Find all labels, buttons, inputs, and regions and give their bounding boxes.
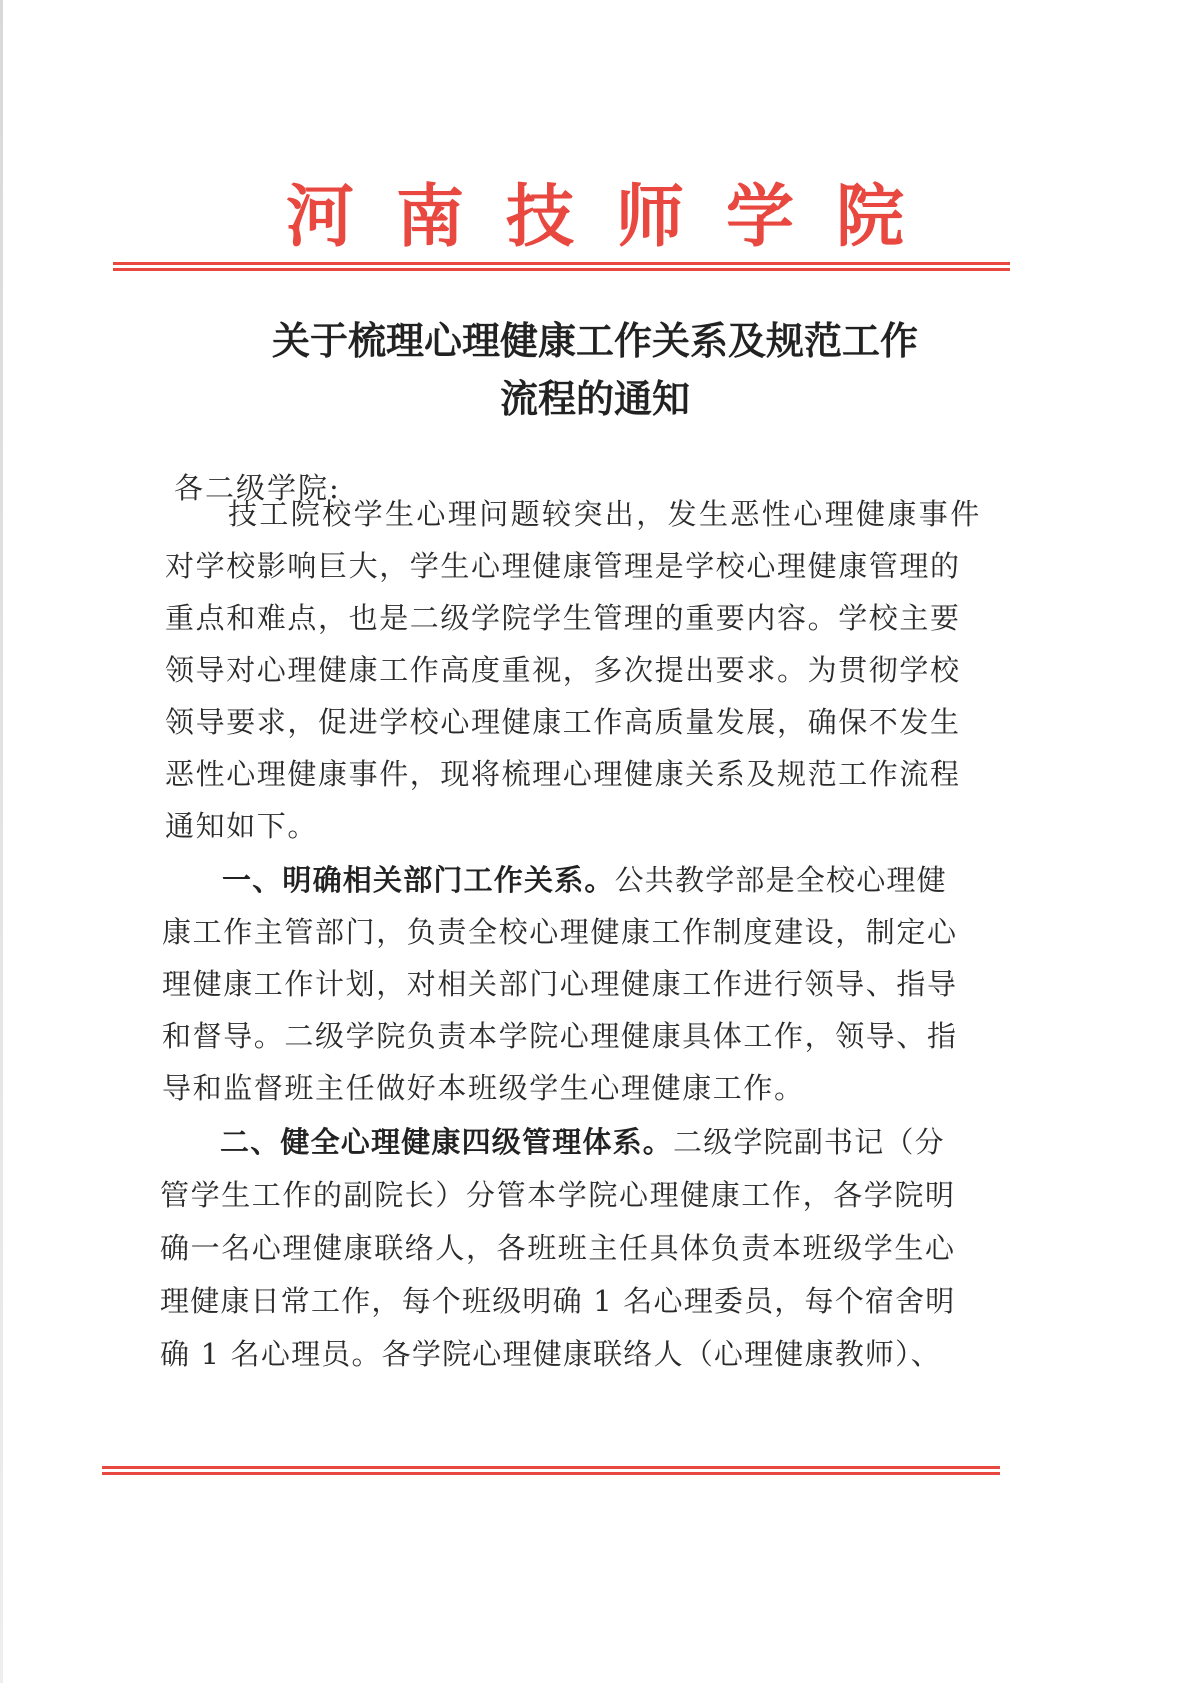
footer-rule-lower [102, 1472, 1000, 1475]
document-title-line-1: 关于梳理心理健康工作关系及规范工作 [271, 318, 918, 363]
intro-line: 通知如下。 [165, 809, 319, 843]
section-1-text: 公共教学部是全校心理健 [614, 863, 947, 897]
section-1-line: 理健康工作计划，对相关部门心理健康工作进行领导、指导 [162, 967, 958, 1001]
letterhead-rule-lower [113, 268, 1010, 271]
intro-line: 恶性心理健康事件，现将梳理心理健康关系及规范工作流程 [165, 757, 961, 791]
section-2-line: 确一名心理健康联络人，各班班主任具体负责本班级学生心 [160, 1231, 956, 1265]
document-title-line-2: 流程的通知 [499, 376, 690, 421]
section-2-text: 二级学院副书记（分 [673, 1125, 945, 1159]
section-1-line: 和督导。二级学院负责本学院心理健康具体工作，领导、指 [162, 1019, 958, 1053]
intro-line: 领导对心理健康工作高度重视，多次提出要求。为贯彻学校 [165, 653, 961, 687]
intro-line: 对学校影响巨大，学生心理健康管理是学校心理健康管理的 [165, 549, 961, 583]
section-1-heading: 一、明确相关部门工作关系。 [222, 863, 615, 897]
section-1-line: 康工作主管部门，负责全校心理健康工作制度建设，制定心 [162, 915, 958, 949]
section-2-line: 确 1 名心理员。各学院心理健康联络人（心理健康教师）、 [160, 1337, 941, 1371]
intro-line: 重点和难点，也是二级学院学生管理的重要内容。学校主要 [165, 601, 961, 635]
footer-rule-upper [102, 1466, 1000, 1469]
document-title [170, 312, 1020, 428]
section-2-line: 管学生工作的副院长）分管本学院心理健康工作，各学院明 [160, 1178, 956, 1212]
salutation: 各二级学院: [174, 471, 341, 505]
letterhead-title: 河南技师学院 [285, 178, 946, 257]
intro-line: 领导要求，促进学校心理健康工作高质量发展，确保不发生 [165, 705, 961, 739]
intro-line: 技工院校学生心理问题较突出，发生恶性心理健康事件 [228, 497, 982, 531]
section-2-first-line [220, 1122, 945, 1162]
section-1-line: 导和监督班主任做好本班级学生心理健康工作。 [162, 1071, 805, 1105]
letterhead-rule-upper [113, 262, 1010, 265]
section-2-line: 理健康日常工作，每个班级明确 1 名心理委员，每个宿舍明 [160, 1284, 956, 1318]
section-1-first-line [222, 860, 947, 900]
section-2-heading: 二、健全心理健康四级管理体系。 [220, 1125, 674, 1159]
